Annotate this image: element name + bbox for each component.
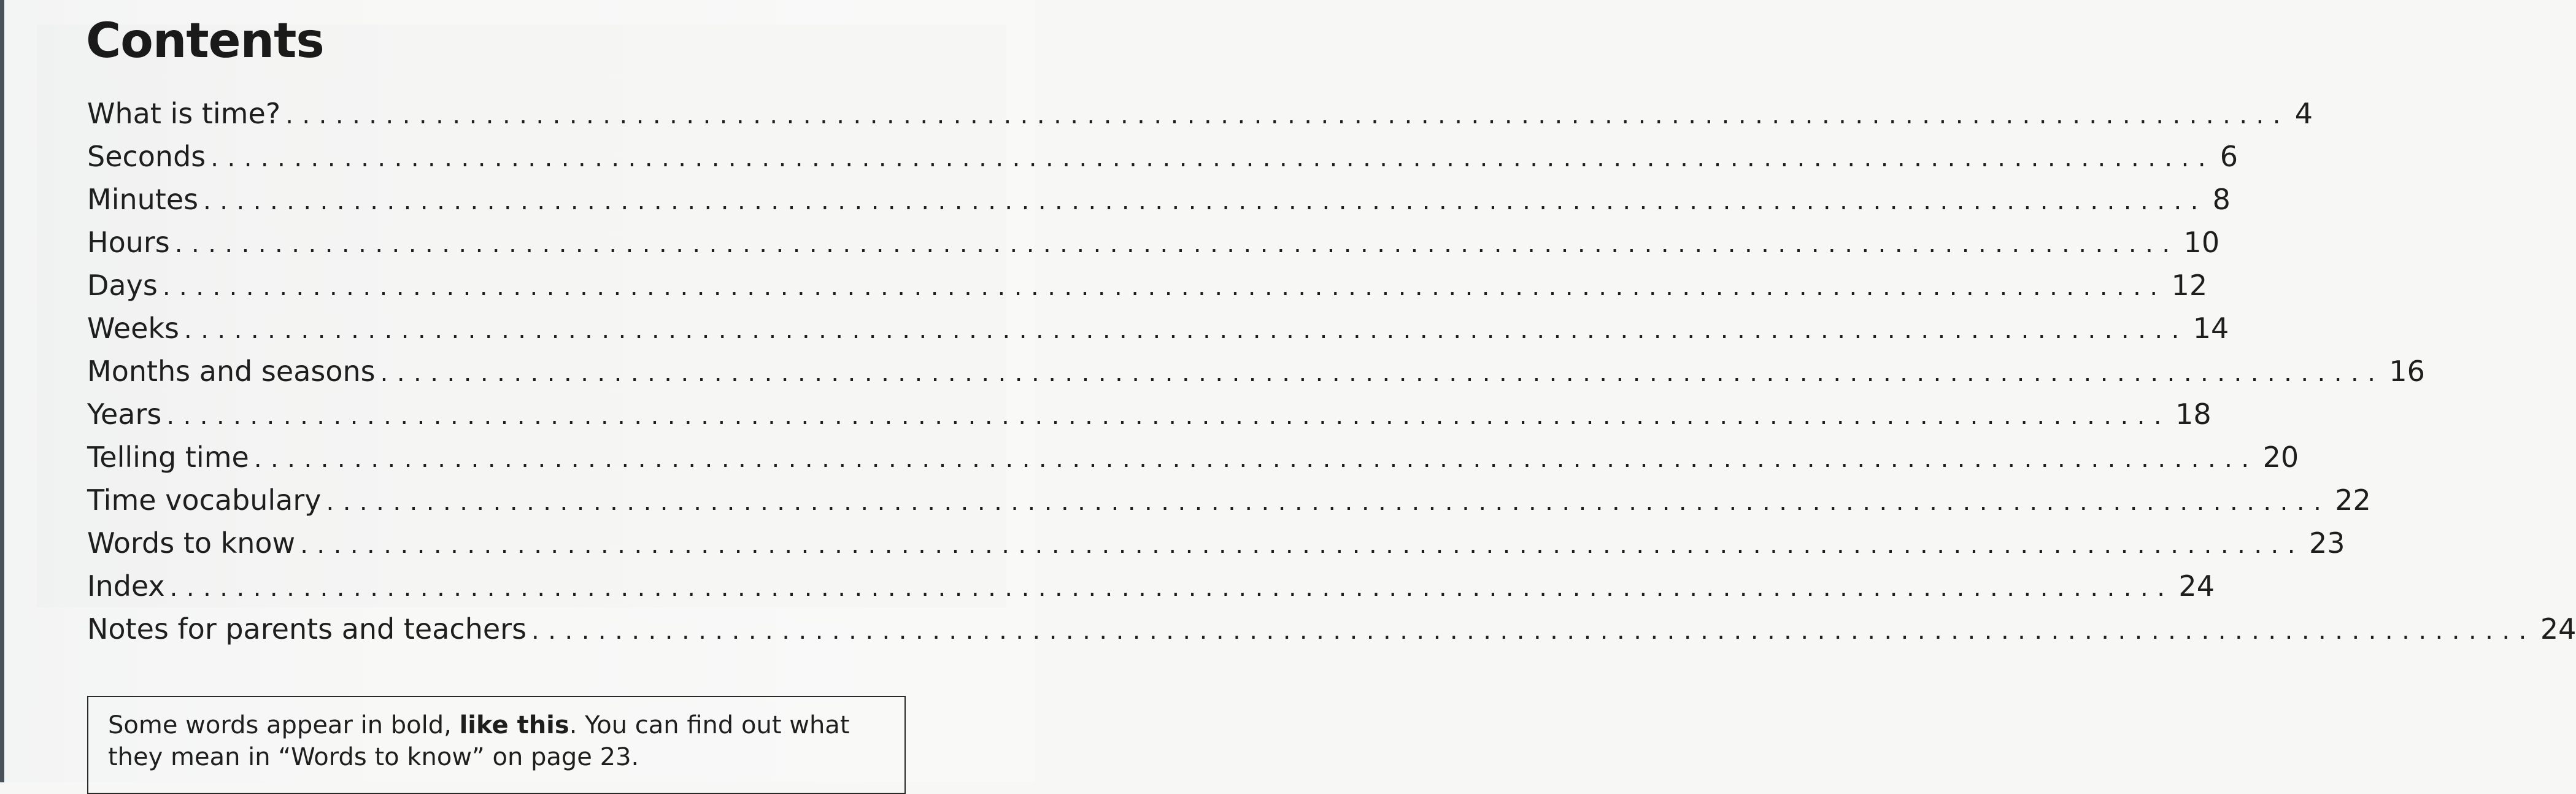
toc-entry xyxy=(87,307,2229,350)
toc-entry xyxy=(87,565,2215,607)
toc-entry-page: 14 xyxy=(2192,312,2229,345)
toc-entry-page: 20 xyxy=(2262,441,2299,474)
toc-entry-label: Minutes xyxy=(87,183,199,216)
table-of-contents xyxy=(87,92,2576,650)
toc-entry xyxy=(87,178,2231,221)
toc-entry xyxy=(87,479,2371,522)
toc-entry-label: Months and seasons xyxy=(87,355,376,388)
toc-entry-label: Days xyxy=(87,269,158,302)
leader-dots: ........................................................................................................................ xyxy=(184,316,2188,344)
toc-entry xyxy=(87,92,2313,135)
leader-dots: ........................................................................................................................ xyxy=(166,402,2171,430)
leader-dots: ........................................................................................................................ xyxy=(203,187,2207,215)
leader-dots: ........................................................................................................................ xyxy=(162,273,2167,301)
toc-entry xyxy=(87,522,2345,565)
toc-entry-label: Time vocabulary xyxy=(87,484,322,517)
leader-dots: ........................................................................................................................ xyxy=(380,359,2385,387)
leader-dots: ........................................................................................................................ xyxy=(169,574,2174,602)
glossary-note-text xyxy=(108,709,893,773)
page-title: Contents xyxy=(86,13,324,69)
toc-entry-label: What is time? xyxy=(87,97,281,130)
leader-dots: ........................................................................................................................ xyxy=(210,144,2215,172)
page-binding-edge xyxy=(0,0,4,782)
leader-dots: ........................................................................................................................ xyxy=(326,488,2331,516)
toc-entry xyxy=(87,264,2208,307)
toc-entry-page: 12 xyxy=(2171,269,2208,302)
toc-entry-label: Index xyxy=(87,569,165,603)
toc-entry-label: Notes for parents and teachers xyxy=(87,612,527,646)
toc-entry-page: 4 xyxy=(2294,97,2313,130)
toc-entry-label: Seconds xyxy=(87,140,206,173)
toc-entry-page: 22 xyxy=(2335,484,2371,517)
toc-entry-page: 23 xyxy=(2308,526,2345,560)
toc-entry xyxy=(87,607,2576,650)
note-text-part-2: . You can find out what they mean in “Words to know” on page 23. xyxy=(108,711,850,771)
toc-entry-label: Weeks xyxy=(87,312,179,345)
glossary-note-box xyxy=(87,696,906,794)
toc-entry xyxy=(87,135,2239,178)
leader-dots: ........................................................................................................................ xyxy=(174,230,2179,258)
toc-entry-label: Years xyxy=(87,398,162,431)
toc-entry-page: 18 xyxy=(2175,398,2212,431)
toc-entry-page: 10 xyxy=(2183,226,2220,259)
toc-entry xyxy=(87,221,2220,264)
leader-dots: ........................................................................................................................ xyxy=(285,101,2289,129)
toc-entry-page: 8 xyxy=(2212,183,2231,216)
toc-entry-page: 16 xyxy=(2389,355,2425,388)
leader-dots: ........................................................................................................................ xyxy=(300,531,2304,559)
toc-entry-page: 24 xyxy=(2540,612,2576,646)
toc-entry-label: Words to know xyxy=(87,526,296,560)
toc-entry xyxy=(87,393,2212,436)
toc-entry-label: Telling time xyxy=(87,441,249,474)
leader-dots: ........................................................................................................................ xyxy=(253,445,2258,473)
leader-dots: ........................................................................................................................ xyxy=(531,617,2536,645)
toc-entry-label: Hours xyxy=(87,226,170,259)
toc-entry xyxy=(87,436,2299,479)
note-bold-example: like this xyxy=(459,711,569,739)
toc-entry xyxy=(87,350,2425,393)
toc-entry-page: 24 xyxy=(2178,569,2215,603)
note-text-part-1: Some words appear in bold, xyxy=(108,711,460,739)
toc-entry-page: 6 xyxy=(2219,140,2239,173)
